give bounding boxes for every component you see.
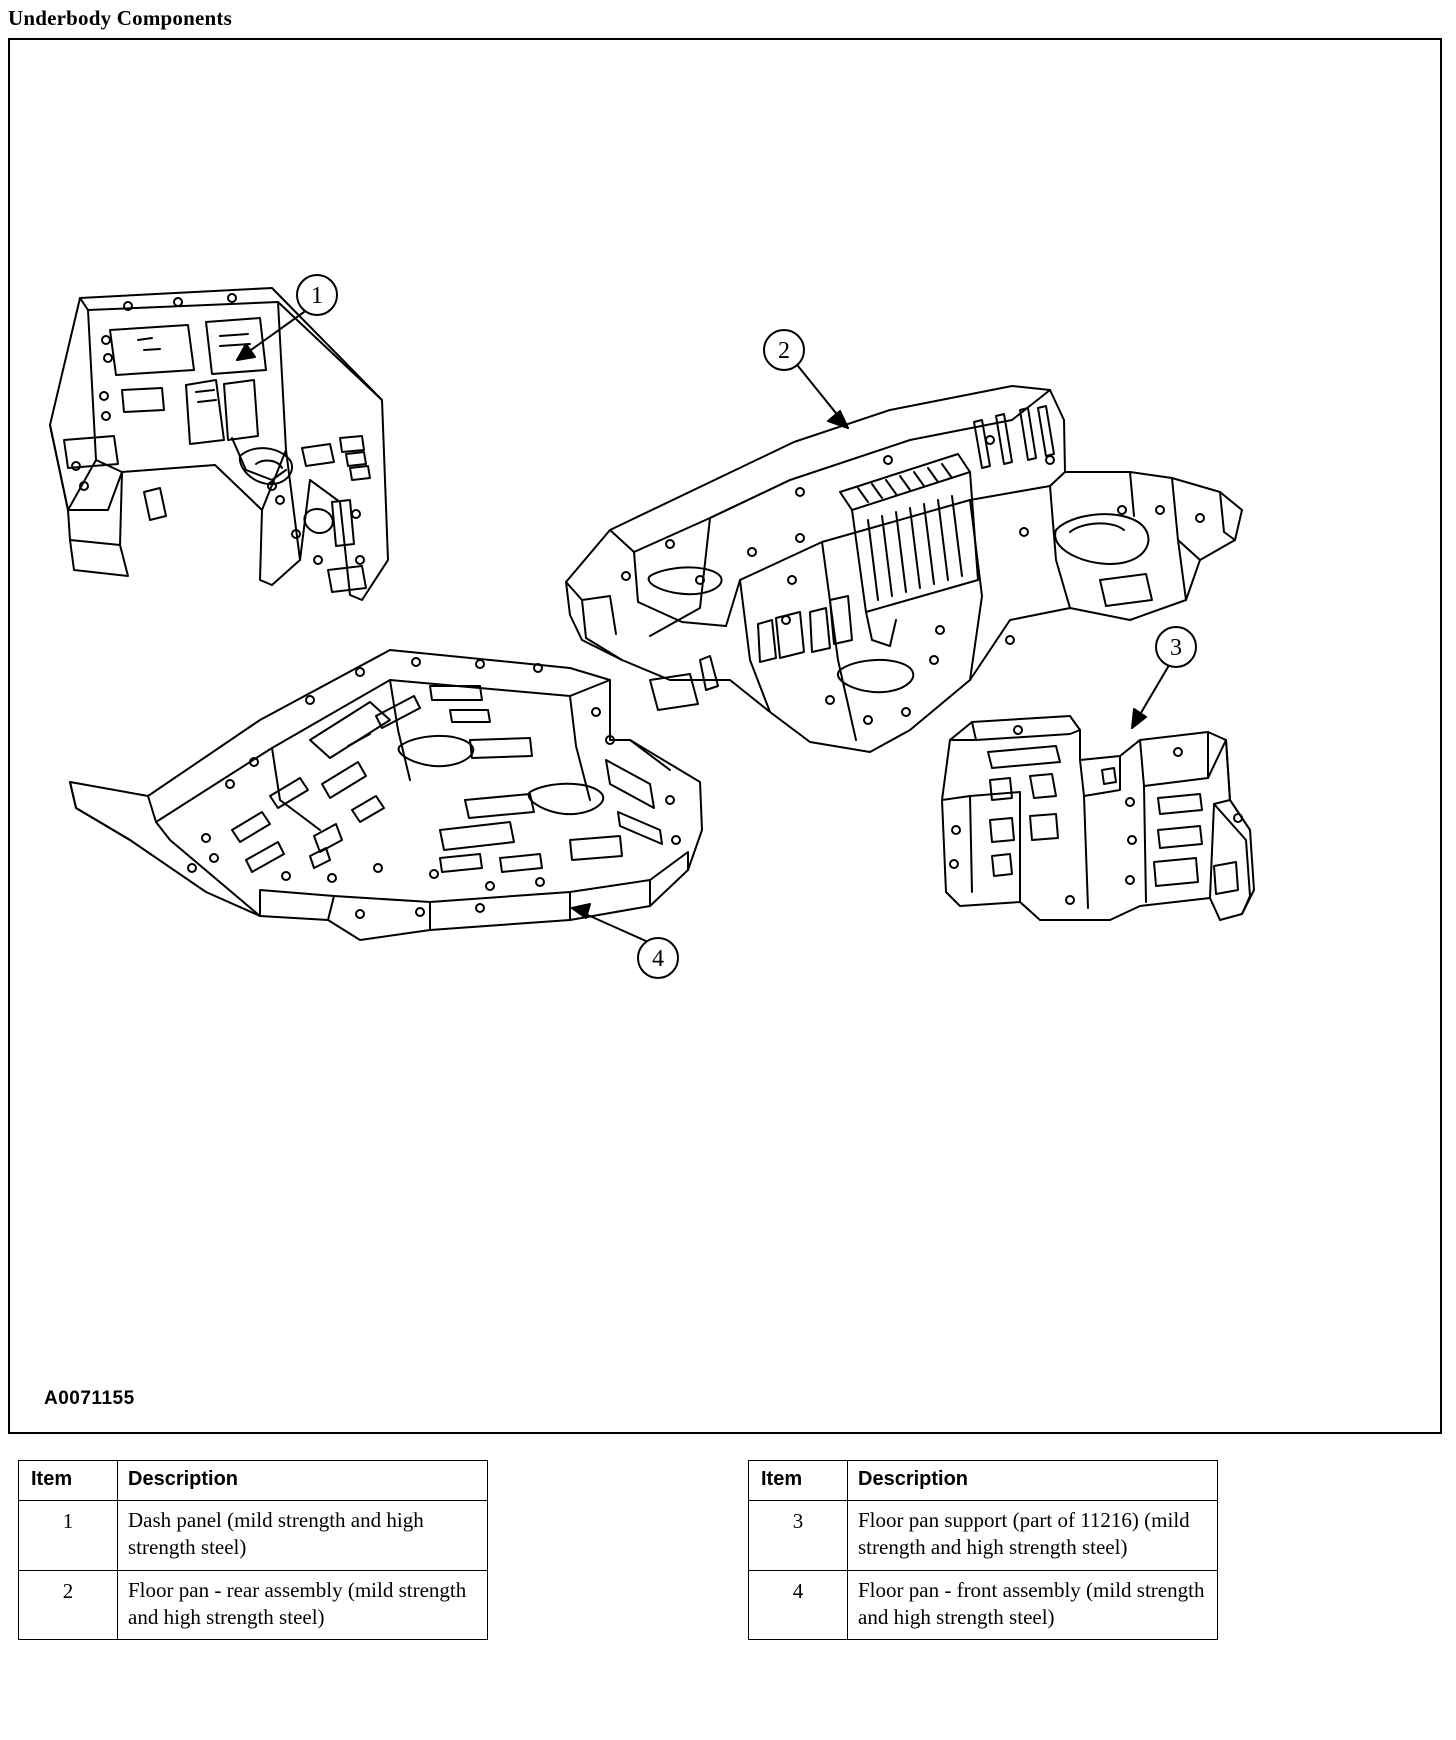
callout-2 [764,330,848,428]
part-floor-pan-rear [566,386,1242,752]
table-row [749,1501,1218,1571]
underbody-diagram-svg [10,40,1444,1436]
cell-description: Floor pan - rear assembly (mild strength and high strength steel) [118,1570,488,1640]
parts-table [18,1460,488,1640]
part-floor-pan-front [70,650,702,940]
table-header-row [749,1461,1218,1501]
callout-4 [572,904,678,978]
column-header-item: Item [19,1461,118,1501]
column-header-description: Description [118,1461,488,1501]
table-row [19,1570,488,1640]
callout-4-label: 4 [652,946,664,972]
parts-table-left [18,1460,488,1640]
parts-table-right [748,1460,1218,1640]
cell-description: Dash panel (mild strength and high strength steel) [118,1501,488,1571]
callout-1-label: 1 [311,283,323,309]
table-header-row [19,1461,488,1501]
cell-item: 3 [749,1501,848,1571]
column-header-item: Item [749,1461,848,1501]
table-row [19,1501,488,1571]
figure-id: A0071155 [44,1388,135,1409]
callout-2-label: 2 [778,338,790,364]
cell-description: Floor pan - front assembly (mild strength and high strength steel) [848,1570,1218,1640]
figure-frame [8,38,1442,1434]
underbody-diagram [10,40,1440,1432]
callout-3 [1132,627,1196,728]
cell-item: 1 [19,1501,118,1571]
parts-table [748,1460,1218,1640]
part-floor-pan-support [942,716,1254,920]
table-row [749,1570,1218,1640]
cell-description: Floor pan support (part of 11216) (mild strength and high strength steel) [848,1501,1218,1571]
cell-item: 4 [749,1570,848,1640]
column-header-description: Description [848,1461,1218,1501]
callout-3-label: 3 [1170,635,1182,661]
page-title: Underbody Components [8,6,232,30]
cell-item: 2 [19,1570,118,1640]
part-dash-panel [50,288,388,600]
